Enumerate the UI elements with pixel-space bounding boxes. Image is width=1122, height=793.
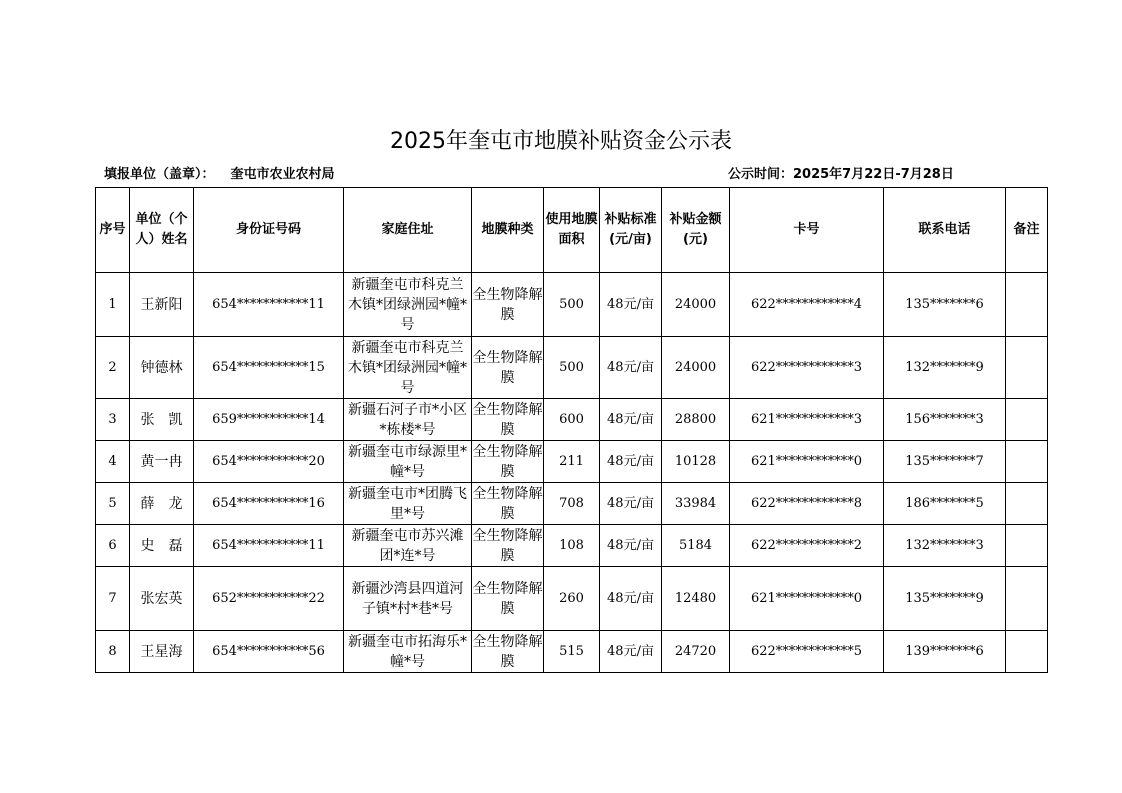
cell-area: 260 [544,567,600,631]
cell-film-type: 全生物降解膜 [472,399,544,441]
cell-phone: 135*******6 [884,273,1006,337]
cell-address: 新疆奎屯市科克兰木镇*团绿洲园*幢*号 [344,273,472,337]
cell-seq: 6 [96,525,130,567]
table-row [96,399,1048,441]
cell-area: 500 [544,273,600,337]
cell-card: 622************4 [730,273,884,337]
cell-address: 新疆奎屯市绿源里*幢*号 [344,441,472,483]
cell-name: 张 凯 [130,399,194,441]
cell-standard: 48元/亩 [600,337,662,399]
subsidy-table [95,187,1048,673]
cell-card: 622************8 [730,483,884,525]
cell-address: 新疆奎屯市*团腾飞里*号 [344,483,472,525]
cell-amount: 28800 [662,399,730,441]
cell-film-type: 全生物降解膜 [472,567,544,631]
header-address: 家庭住址 [344,188,472,273]
cell-phone: 135*******7 [884,441,1006,483]
cell-note [1006,567,1048,631]
cell-standard: 48元/亩 [600,631,662,673]
cell-id: 654***********11 [194,525,344,567]
cell-phone: 135*******9 [884,567,1006,631]
header-seq: 序号 [96,188,130,273]
cell-seq: 7 [96,567,130,631]
cell-seq: 5 [96,483,130,525]
cell-note [1006,631,1048,673]
cell-id: 654***********56 [194,631,344,673]
cell-standard: 48元/亩 [600,525,662,567]
cell-seq: 1 [96,273,130,337]
header-phone: 联系电话 [884,188,1006,273]
cell-amount: 10128 [662,441,730,483]
cell-note [1006,525,1048,567]
cell-address: 新疆沙湾县四道河子镇*村*巷*号 [344,567,472,631]
table-row [96,441,1048,483]
header-id: 身份证号码 [194,188,344,273]
filing-unit-value: 奎屯市农业农村局 [230,167,335,182]
cell-standard: 48元/亩 [600,273,662,337]
cell-note [1006,337,1048,399]
cell-standard: 48元/亩 [600,399,662,441]
cell-card: 622************5 [730,631,884,673]
header-area: 使用地膜面积 [544,188,600,273]
cell-address: 新疆奎屯市科克兰木镇*团绿洲园*幢*号 [344,337,472,399]
cell-film-type: 全生物降解膜 [472,273,544,337]
cell-area: 600 [544,399,600,441]
filing-unit [104,163,335,182]
table-header-row [96,188,1048,273]
cell-phone: 132*******3 [884,525,1006,567]
cell-id: 654***********16 [194,483,344,525]
table-row [96,337,1048,399]
table-row [96,483,1048,525]
cell-area: 708 [544,483,600,525]
header-amount: 补贴金额(元) [662,188,730,273]
cell-phone: 186*******5 [884,483,1006,525]
filing-unit-label: 填报单位（盖章）： [104,167,215,182]
cell-card: 622************3 [730,337,884,399]
cell-name: 张宏英 [130,567,194,631]
cell-standard: 48元/亩 [600,483,662,525]
cell-film-type: 全生物降解膜 [472,631,544,673]
table-row [96,525,1048,567]
table-row [96,273,1048,337]
publish-time: 公示时间：2025年7月22日-7月28日 [728,167,954,182]
cell-name: 薛 龙 [130,483,194,525]
cell-name: 黄一冉 [130,441,194,483]
cell-note [1006,399,1048,441]
header-standard: 补贴标准(元/亩) [600,188,662,273]
cell-address: 新疆奎屯市拓海乐*幢*号 [344,631,472,673]
cell-area: 211 [544,441,600,483]
cell-card: 622************2 [730,525,884,567]
cell-phone: 156*******3 [884,399,1006,441]
cell-card: 621************3 [730,399,884,441]
cell-id: 654***********15 [194,337,344,399]
cell-note [1006,483,1048,525]
cell-id: 659***********14 [194,399,344,441]
cell-film-type: 全生物降解膜 [472,337,544,399]
cell-seq: 8 [96,631,130,673]
cell-id: 654***********20 [194,441,344,483]
header-note: 备注 [1006,188,1048,273]
cell-film-type: 全生物降解膜 [472,525,544,567]
cell-address: 新疆石河子市*小区*栋楼*号 [344,399,472,441]
cell-standard: 48元/亩 [600,567,662,631]
header-film-type: 地膜种类 [472,188,544,273]
cell-seq: 3 [96,399,130,441]
cell-seq: 4 [96,441,130,483]
cell-phone: 139*******6 [884,631,1006,673]
cell-amount: 24000 [662,337,730,399]
cell-area: 500 [544,337,600,399]
cell-area: 515 [544,631,600,673]
cell-name: 钟德林 [130,337,194,399]
cell-area: 108 [544,525,600,567]
cell-address: 新疆奎屯市苏兴滩团*连*号 [344,525,472,567]
page-title: 2025年奎屯市地膜补贴资金公示表 [390,129,732,154]
header-name: 单位（个人）姓名 [130,188,194,273]
cell-amount: 33984 [662,483,730,525]
cell-note [1006,273,1048,337]
cell-card: 621************0 [730,441,884,483]
cell-film-type: 全生物降解膜 [472,483,544,525]
table-row [96,567,1048,631]
cell-amount: 24000 [662,273,730,337]
cell-note [1006,441,1048,483]
cell-seq: 2 [96,337,130,399]
cell-amount: 12480 [662,567,730,631]
cell-id: 654***********11 [194,273,344,337]
cell-name: 史 磊 [130,525,194,567]
cell-id: 652***********22 [194,567,344,631]
cell-phone: 132*******9 [884,337,1006,399]
cell-film-type: 全生物降解膜 [472,441,544,483]
cell-amount: 24720 [662,631,730,673]
cell-name: 王新阳 [130,273,194,337]
cell-amount: 5184 [662,525,730,567]
cell-standard: 48元/亩 [600,441,662,483]
cell-name: 王星海 [130,631,194,673]
cell-card: 621************0 [730,567,884,631]
table-row [96,631,1048,673]
header-card: 卡号 [730,188,884,273]
